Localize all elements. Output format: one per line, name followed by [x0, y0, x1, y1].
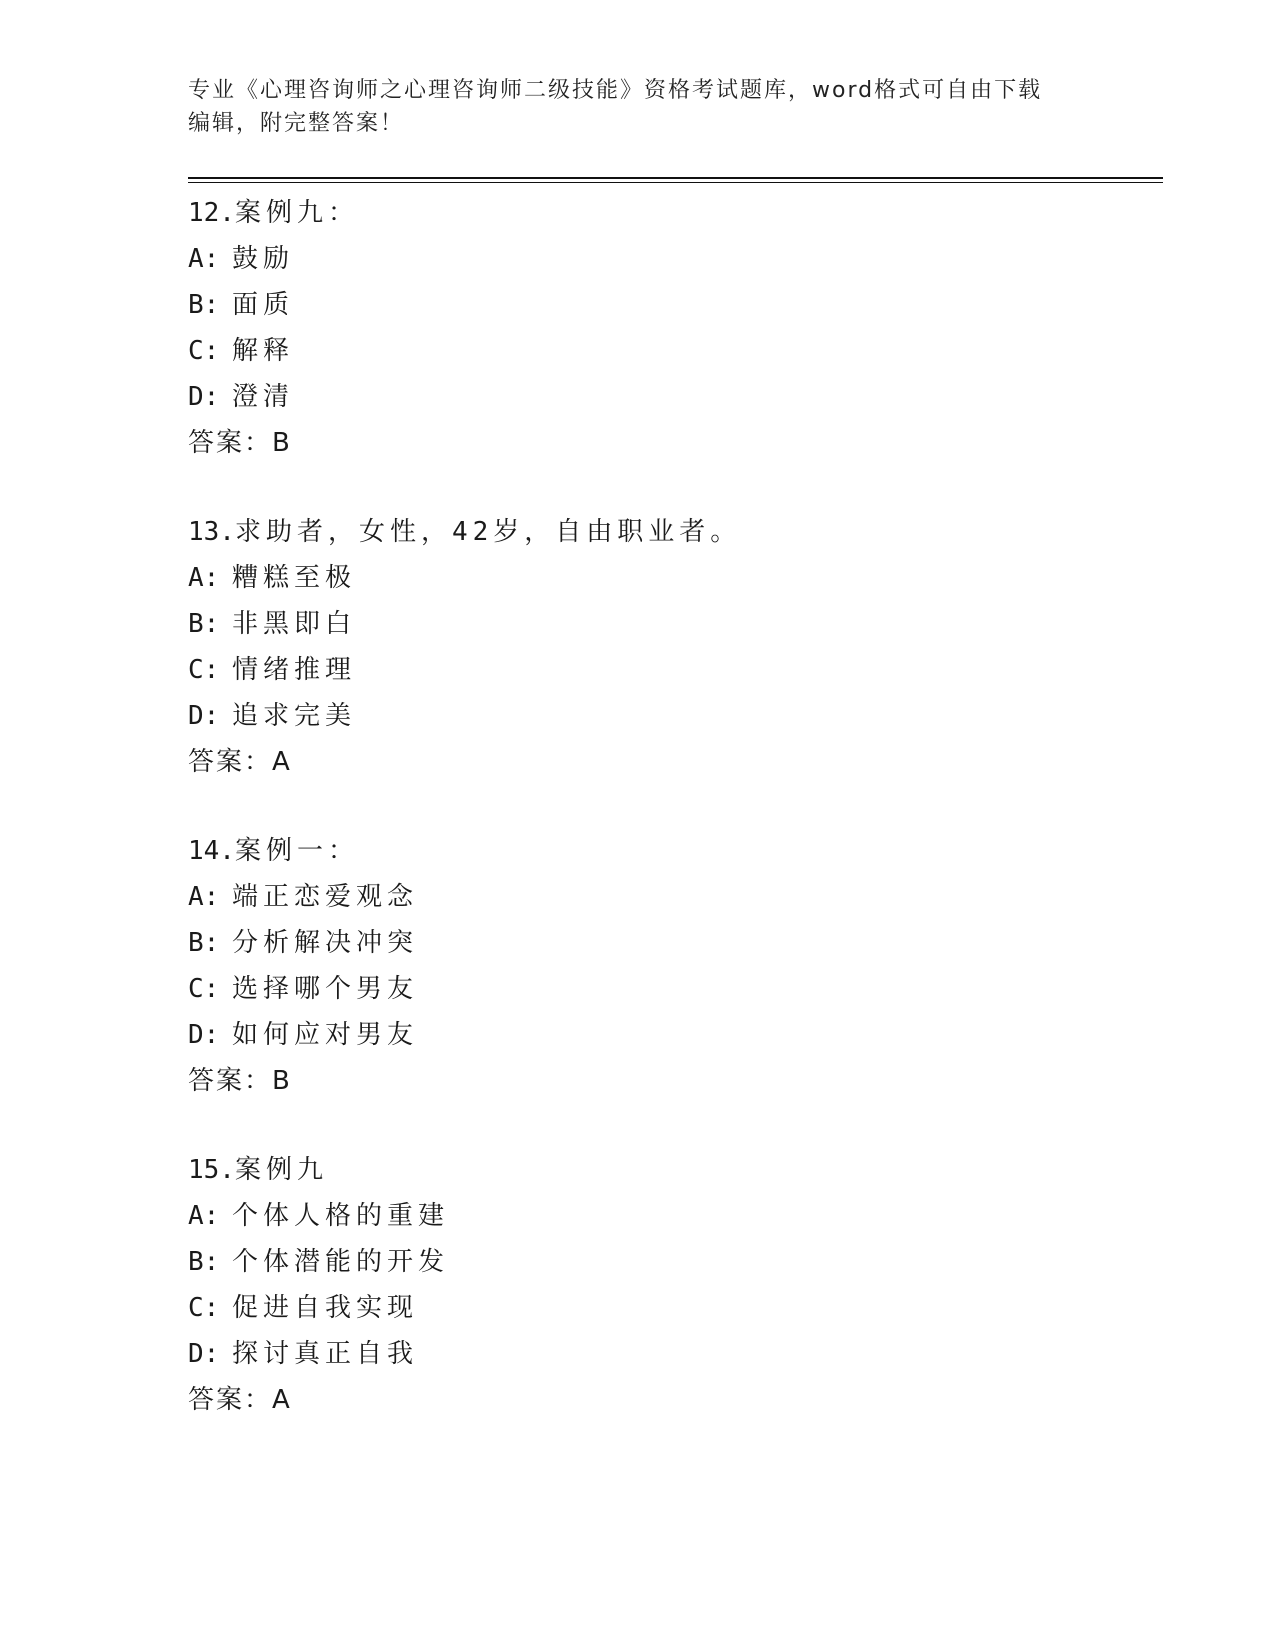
option-a: [188, 874, 1163, 920]
option-a: [188, 236, 1163, 282]
option-key: B:: [188, 928, 220, 958]
option-text: 探讨真正自我: [232, 1339, 419, 1369]
option-key: A:: [188, 1201, 220, 1231]
question-text: 求助者，女性，42岁，自由职业者。: [234, 517, 742, 547]
question-title: [188, 1147, 1163, 1193]
option-text: 鼓励: [232, 244, 295, 274]
question-text: 案例九：: [234, 198, 359, 228]
header-line-1: 专业《心理咨询师之心理咨询师二级技能》资格考试题库，word格式可自由下载: [188, 78, 1043, 103]
question-number: 15.: [188, 1155, 235, 1185]
question-number: 13.: [188, 517, 235, 547]
question-12: [188, 190, 1163, 466]
option-key: A:: [188, 882, 220, 912]
option-text: 端正恋爱观念: [232, 882, 419, 912]
question-title: [188, 509, 1163, 555]
answer-line: 答案：A: [188, 747, 292, 777]
option-text: 糟糕至极: [232, 563, 357, 593]
question-15: [188, 1147, 1163, 1423]
option-key: D:: [188, 701, 220, 731]
option-b: [188, 920, 1163, 966]
option-text: 分析解决冲突: [232, 928, 419, 958]
answer-line: 答案：A: [188, 1385, 292, 1415]
document-header: [188, 74, 1088, 140]
option-text: 澄清: [232, 382, 295, 412]
option-text: 面质: [232, 290, 295, 320]
question-text: 案例一：: [234, 836, 359, 866]
option-d: [188, 1012, 1163, 1058]
option-key: C:: [188, 974, 220, 1004]
option-c: [188, 647, 1163, 693]
question-13: [188, 509, 1163, 785]
option-text: 促进自我实现: [232, 1293, 419, 1323]
option-text: 追求完美: [232, 701, 357, 731]
header-divider-thick: [188, 177, 1163, 179]
option-text: 个体人格的重建: [232, 1201, 450, 1231]
option-d: [188, 693, 1163, 739]
option-c: [188, 1285, 1163, 1331]
option-text: 解释: [232, 336, 295, 366]
option-key: B:: [188, 290, 220, 320]
option-text: 情绪推理: [232, 655, 357, 685]
option-key: C:: [188, 655, 220, 685]
question-number: 12.: [188, 198, 235, 228]
option-key: B:: [188, 609, 220, 639]
option-key: C:: [188, 336, 220, 366]
option-key: D:: [188, 1339, 220, 1369]
question-number: 14.: [188, 836, 235, 866]
option-text: 选择哪个男友: [232, 974, 419, 1004]
option-text: 非黑即白: [232, 609, 357, 639]
option-key: A:: [188, 244, 220, 274]
option-b: [188, 282, 1163, 328]
header-divider-thin: [188, 182, 1163, 183]
answer-line: 答案：B: [188, 428, 292, 458]
option-c: [188, 966, 1163, 1012]
option-c: [188, 328, 1163, 374]
option-key: C:: [188, 1293, 220, 1323]
question-list: [188, 190, 1163, 1466]
question-text: 案例九: [234, 1155, 328, 1185]
question-14: [188, 828, 1163, 1104]
option-key: D:: [188, 1020, 220, 1050]
option-key: D:: [188, 382, 220, 412]
question-title: [188, 828, 1163, 874]
option-a: [188, 555, 1163, 601]
answer-line: 答案：B: [188, 1066, 292, 1096]
question-title: [188, 190, 1163, 236]
option-d: [188, 374, 1163, 420]
header-line-2: 编辑，附完整答案！: [188, 111, 405, 136]
option-text: 如何应对男友: [232, 1020, 419, 1050]
option-text: 个体潜能的开发: [232, 1247, 450, 1277]
option-d: [188, 1331, 1163, 1377]
option-b: [188, 1239, 1163, 1285]
option-key: A:: [188, 563, 220, 593]
option-a: [188, 1193, 1163, 1239]
option-key: B:: [188, 1247, 220, 1277]
option-b: [188, 601, 1163, 647]
